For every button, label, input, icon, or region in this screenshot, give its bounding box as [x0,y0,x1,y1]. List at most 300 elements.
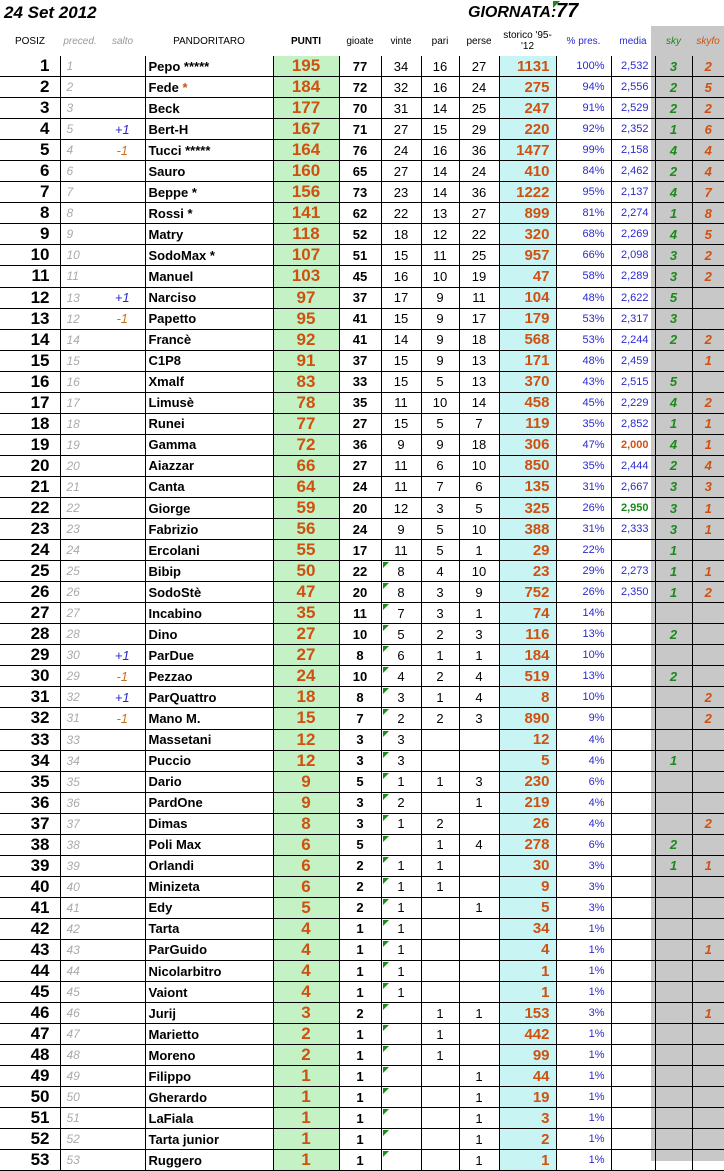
cell-pos: 47 [0,1024,60,1045]
cell-pos: 43 [0,939,60,960]
player-name: Xmalf [148,374,184,390]
cell-skyfo [692,897,724,918]
cell-punti: 107 [273,245,339,266]
cell-preced: 39 [60,855,100,876]
cell-vinte: 1 [381,897,421,918]
cell-vinte: 2 [381,792,421,813]
player-name: Bert-H [148,121,189,137]
cell-storico: 458 [499,392,556,413]
cell-preced: 29 [60,666,100,687]
cell-pos: 45 [0,982,60,1003]
cell-gioate: 1 [339,961,381,982]
cell-sky: 3 [655,56,692,77]
cell-vinte: 15 [381,413,421,434]
cell-name [145,519,273,540]
cell-perse: 22 [459,224,499,245]
player-name: Giorge [148,500,191,516]
player-name: Nicolarbitro [148,963,222,979]
cell-vinte: 7 [381,603,421,624]
cell-vinte: 14 [381,329,421,350]
player-name: Beppe [148,184,189,200]
cell-salto [100,77,145,98]
cell-skyfo: 2 [692,98,724,119]
cell-pari: 14 [421,98,459,119]
cell-skyfo [692,645,724,666]
cell-perse: 10 [459,561,499,582]
cell-sky [655,813,692,834]
cell-storico: 8 [499,687,556,708]
cell-media [611,750,655,771]
cell-pos: 19 [0,434,60,455]
cell-pres: 6% [556,771,611,792]
table-row [0,497,724,518]
cell-vinte: 1 [381,918,421,939]
cell-media: 2,852 [611,413,655,434]
cell-skyfo: 2 [692,329,724,350]
cell-storico: 19 [499,1087,556,1108]
cell-pos: 31 [0,687,60,708]
table-row [0,287,724,308]
cell-salto [100,561,145,582]
cell-perse: 1 [459,1150,499,1171]
cell-name [145,961,273,982]
cell-sky [655,687,692,708]
cell-punti: 4 [273,982,339,1003]
cell-sky: 4 [655,434,692,455]
cell-media: 2,274 [611,203,655,224]
cell-media [611,540,655,561]
cell-salto [100,182,145,203]
cell-name [145,876,273,897]
table-row [0,771,724,792]
cell-pos: 2 [0,77,60,98]
cell-pari: 10 [421,392,459,413]
cell-salto [100,729,145,750]
cell-storico: 116 [499,624,556,645]
player-name: Beck [148,100,180,116]
cell-preced: 49 [60,1066,100,1087]
cell-storico: 184 [499,645,556,666]
cell-pos: 12 [0,287,60,308]
cell-pari: 2 [421,708,459,729]
cell-media [611,813,655,834]
player-name: LaFiala [148,1110,194,1126]
cell-salto [100,1024,145,1045]
cell-media: 2,352 [611,119,655,140]
table-row [0,308,724,329]
cell-skyfo: 1 [692,413,724,434]
table-row [0,1150,724,1171]
col-vinte: vinte [390,35,412,47]
cell-punti: 12 [273,750,339,771]
cell-punti: 3 [273,1003,339,1024]
cell-media [611,666,655,687]
cell-vinte: 23 [381,182,421,203]
cell-perse: 1 [459,1129,499,1150]
table-row [0,582,724,603]
cell-sky [655,939,692,960]
cell-perse: 27 [459,56,499,77]
cell-vinte: 11 [381,455,421,476]
cell-name [145,561,273,582]
player-name: Matry [148,226,184,242]
cell-preced: 28 [60,624,100,645]
cell-punti: 1 [273,1129,339,1150]
cell-media: 2,289 [611,266,655,287]
cell-preced: 48 [60,1045,100,1066]
star-rating: * [187,205,193,221]
cell-pari: 2 [421,666,459,687]
cell-sky [655,792,692,813]
cell-preced: 35 [60,771,100,792]
cell-vinte: 24 [381,140,421,161]
cell-preced: 31 [60,708,100,729]
table-row [0,792,724,813]
cell-preced: 44 [60,961,100,982]
cell-pos: 20 [0,455,60,476]
cell-pos: 24 [0,540,60,561]
cell-gioate: 8 [339,645,381,666]
cell-preced: 18 [60,413,100,434]
player-name: Jurij [148,1005,176,1021]
cell-vinte: 6 [381,645,421,666]
cell-skyfo: 5 [692,77,724,98]
cell-pos: 34 [0,750,60,771]
cell-media [611,729,655,750]
cell-skyfo [692,918,724,939]
player-name: Aiazzar [148,458,195,474]
cell-gioate: 72 [339,77,381,98]
cell-skyfo [692,603,724,624]
table-row [0,1024,724,1045]
cell-pos: 10 [0,245,60,266]
cell-punti: 91 [273,350,339,371]
cell-sky: 5 [655,287,692,308]
player-name: Gamma [148,437,197,453]
cell-pos: 1 [0,56,60,77]
table-row [0,897,724,918]
cell-sky [655,876,692,897]
cell-media [611,708,655,729]
cell-skyfo [692,982,724,1003]
cell-storico: 219 [499,792,556,813]
table-row [0,645,724,666]
cell-pari: 1 [421,876,459,897]
cell-pos: 5 [0,140,60,161]
cell-storico: 278 [499,834,556,855]
cell-salto [100,876,145,897]
cell-sky: 4 [655,392,692,413]
cell-sky [655,1150,692,1171]
cell-name [145,434,273,455]
cell-name [145,1066,273,1087]
cell-vinte: 34 [381,56,421,77]
cell-gioate: 20 [339,582,381,603]
cell-perse: 6 [459,476,499,497]
table-row [0,729,724,750]
player-name: SodoMax [148,247,207,263]
table-row [0,1108,724,1129]
cell-punti: 56 [273,519,339,540]
cell-name [145,666,273,687]
cell-pos: 52 [0,1129,60,1150]
header-row [0,26,724,56]
cell-sky: 2 [655,161,692,182]
cell-storico: 442 [499,1024,556,1045]
table-row [0,392,724,413]
cell-vinte: 3 [381,750,421,771]
cell-pari: 2 [421,624,459,645]
col-punti: PUNTI [291,35,321,47]
player-name: Marietto [148,1026,200,1042]
col-sky: sky [666,35,681,47]
cell-pos: 46 [0,1003,60,1024]
cell-punti: 15 [273,708,339,729]
cell-skyfo [692,1066,724,1087]
cell-skyfo [692,624,724,645]
cell-gioate: 1 [339,1087,381,1108]
cell-preced: 42 [60,918,100,939]
cell-skyfo: 2 [692,708,724,729]
player-name: C1P8 [148,353,182,369]
cell-pres: 3% [556,876,611,897]
cell-name [145,687,273,708]
cell-pos: 9 [0,224,60,245]
cell-pari: 2 [421,813,459,834]
cell-name [145,476,273,497]
cell-gioate: 51 [339,245,381,266]
cell-media [611,982,655,1003]
cell-preced: 40 [60,876,100,897]
cell-salto: +1 [100,687,145,708]
cell-punti: 77 [273,413,339,434]
cell-media [611,645,655,666]
cell-pres: 1% [556,1129,611,1150]
cell-perse [459,982,499,1003]
star-rating: ***** [185,142,211,158]
cell-salto [100,98,145,119]
star-rating: ***** [183,58,210,74]
cell-gioate: 71 [339,119,381,140]
cell-skyfo: 1 [692,1003,724,1024]
cell-media [611,1066,655,1087]
cell-preced: 3 [60,98,100,119]
cell-name [145,161,273,182]
cell-pos: 30 [0,666,60,687]
cell-pari: 16 [421,140,459,161]
cell-preced: 1 [60,56,100,77]
cell-media [611,876,655,897]
cell-preced: 38 [60,834,100,855]
cell-pres: 4% [556,813,611,834]
cell-pos: 38 [0,834,60,855]
cell-pres: 31% [556,519,611,540]
cell-name [145,540,273,561]
cell-salto [100,961,145,982]
cell-name [145,834,273,855]
cell-punti: 4 [273,939,339,960]
cell-preced: 4 [60,140,100,161]
cell-punti: 2 [273,1045,339,1066]
cell-sky: 1 [655,561,692,582]
cell-punti: 6 [273,855,339,876]
cell-gioate: 11 [339,603,381,624]
cell-preced: 30 [60,645,100,666]
table-row [0,371,724,392]
player-name: Narciso [148,290,197,306]
cell-salto [100,813,145,834]
cell-vinte [381,1024,421,1045]
cell-vinte [381,1087,421,1108]
table-row [0,561,724,582]
cell-salto [100,982,145,1003]
col-perse: perse [466,35,492,47]
cell-salto [100,56,145,77]
cell-vinte: 3 [381,687,421,708]
cell-vinte: 15 [381,245,421,266]
cell-preced: 21 [60,476,100,497]
cell-name [145,1150,273,1171]
col-media: media [619,35,647,47]
cell-pari: 1 [421,771,459,792]
cell-pres: 45% [556,392,611,413]
cell-vinte [381,1003,421,1024]
cell-skyfo: 4 [692,140,724,161]
cell-gioate: 1 [339,1129,381,1150]
cell-vinte: 2 [381,708,421,729]
cell-storico: 29 [499,540,556,561]
cell-pos: 40 [0,876,60,897]
cell-vinte [381,1129,421,1150]
cell-pos: 21 [0,476,60,497]
cell-sky: 3 [655,266,692,287]
cell-pres: 10% [556,687,611,708]
cell-gioate: 1 [339,939,381,960]
cell-gioate: 1 [339,1045,381,1066]
cell-perse [459,918,499,939]
table-row [0,1066,724,1087]
cell-punti: 47 [273,582,339,603]
col-salto: salto [111,35,134,47]
cell-pari: 11 [421,245,459,266]
cell-perse [459,750,499,771]
col-pandoritaro: PANDORITARO [173,35,245,47]
cell-pari: 14 [421,182,459,203]
cell-name [145,1003,273,1024]
cell-gioate: 2 [339,1003,381,1024]
cell-punti: 160 [273,161,339,182]
cell-media: 2,529 [611,98,655,119]
cell-name [145,897,273,918]
cell-pres: 91% [556,98,611,119]
cell-vinte: 9 [381,434,421,455]
cell-sky: 2 [655,624,692,645]
cell-salto: -1 [100,308,145,329]
cell-pos: 29 [0,645,60,666]
cell-perse: 10 [459,519,499,540]
cell-preced: 52 [60,1129,100,1150]
cell-media [611,1087,655,1108]
cell-media: 2,273 [611,561,655,582]
cell-gioate: 35 [339,392,381,413]
cell-sky [655,961,692,982]
star-rating: * [182,79,188,95]
cell-perse: 18 [459,434,499,455]
cell-perse [459,1045,499,1066]
cell-punti: 164 [273,140,339,161]
cell-salto [100,371,145,392]
cell-salto [100,897,145,918]
cell-perse: 1 [459,603,499,624]
cell-perse [459,939,499,960]
cell-pari: 1 [421,834,459,855]
cell-storico: 104 [499,287,556,308]
cell-pari: 1 [421,687,459,708]
cell-punti: 18 [273,687,339,708]
cell-skyfo: 1 [692,939,724,960]
cell-gioate: 1 [339,1024,381,1045]
cell-pos: 53 [0,1150,60,1171]
cell-sky [655,729,692,750]
cell-salto [100,1129,145,1150]
cell-pari: 6 [421,455,459,476]
cell-name [145,582,273,603]
cell-media: 2,667 [611,476,655,497]
cell-pari: 15 [421,119,459,140]
cell-media [611,792,655,813]
cell-salto [100,855,145,876]
cell-punti: 4 [273,961,339,982]
cell-gioate: 1 [339,1150,381,1171]
cell-pos: 26 [0,582,60,603]
cell-skyfo: 1 [692,855,724,876]
cell-gioate: 24 [339,476,381,497]
cell-pres: 4% [556,729,611,750]
cell-skyfo: 3 [692,476,724,497]
cell-perse: 1 [459,540,499,561]
cell-salto [100,603,145,624]
cell-pres: 81% [556,203,611,224]
player-name: Tucci [148,142,182,158]
cell-pos: 6 [0,161,60,182]
cell-pres: 92% [556,119,611,140]
cell-pari: 3 [421,582,459,603]
cell-pari: 3 [421,603,459,624]
cell-storico: 247 [499,98,556,119]
cell-preced: 46 [60,1003,100,1024]
cell-pos: 37 [0,813,60,834]
cell-vinte: 15 [381,371,421,392]
cell-pres: 1% [556,982,611,1003]
cell-name [145,708,273,729]
cell-storico: 44 [499,1066,556,1087]
cell-sky [655,771,692,792]
cell-pres: 95% [556,182,611,203]
cell-skyfo [692,961,724,982]
cell-sky: 4 [655,182,692,203]
cell-perse: 17 [459,308,499,329]
table-row [0,1045,724,1066]
cell-gioate: 17 [339,540,381,561]
cell-storico: 5 [499,750,556,771]
cell-vinte: 27 [381,161,421,182]
cell-gioate: 5 [339,771,381,792]
cell-storico: 1 [499,961,556,982]
player-name: Francè [148,332,192,348]
cell-punti: 2 [273,1024,339,1045]
cell-vinte: 32 [381,77,421,98]
cell-perse: 10 [459,455,499,476]
